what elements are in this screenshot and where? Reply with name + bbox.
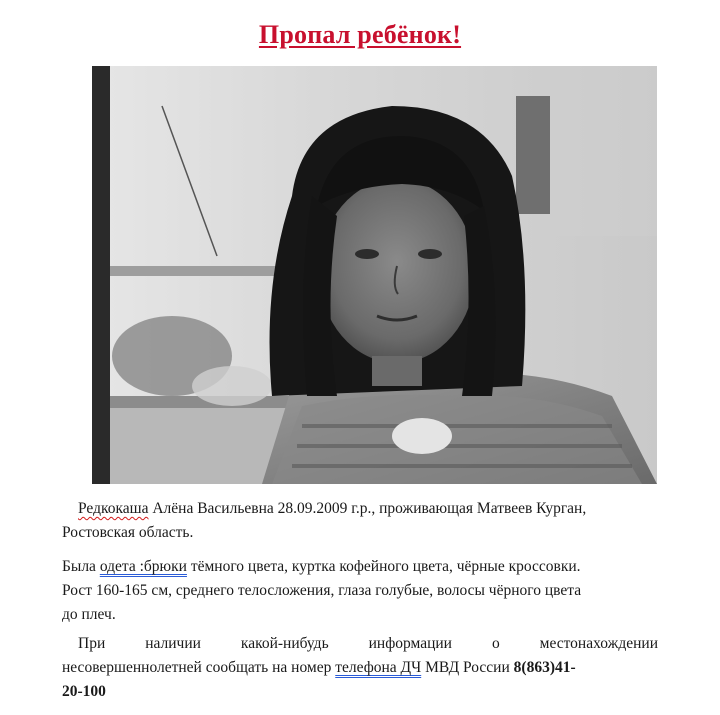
phone-word: телефона ДЧ	[335, 659, 422, 676]
contact-line-2	[62, 656, 658, 680]
phone-number-part-2: 20-100	[62, 683, 106, 700]
clothing-details: тёмного цвета, куртка кофейного цвета, чёрные кроссовки.	[186, 558, 581, 575]
surname: Редкокаша	[78, 500, 149, 517]
contact-lead: несовершеннолетней сообщать на номер	[62, 659, 336, 676]
identity-details: Алёна Васильевна 28.09.2009 г.р., проживающая Матвеев Курган,	[148, 500, 587, 517]
contact-line-1-text: При наличии какой-нибудь информации о местонахождении	[78, 635, 658, 652]
contact-org: МВД России	[421, 659, 514, 676]
poster-title: Пропал ребёнок!	[258, 20, 462, 49]
clothing-word: одета :брюки	[99, 558, 187, 575]
missing-person-photo	[92, 66, 657, 484]
phone-number-part-1: 8(863)41-	[513, 659, 576, 676]
identity-line-1	[62, 497, 658, 521]
description-line-2: Рост 160-165 см, среднего телосложения, глаза голубые, волосы чёрного цвета	[62, 582, 582, 599]
description-line-1	[62, 555, 658, 579]
description-line-3: до плеч.	[62, 606, 116, 623]
paragraph-description	[62, 555, 658, 627]
contact-line-1	[62, 632, 658, 656]
identity-line-2: Ростовская область.	[62, 524, 194, 541]
paragraph-identity	[62, 497, 658, 545]
paragraph-contact	[62, 632, 658, 704]
description-lead: Была	[62, 558, 100, 575]
